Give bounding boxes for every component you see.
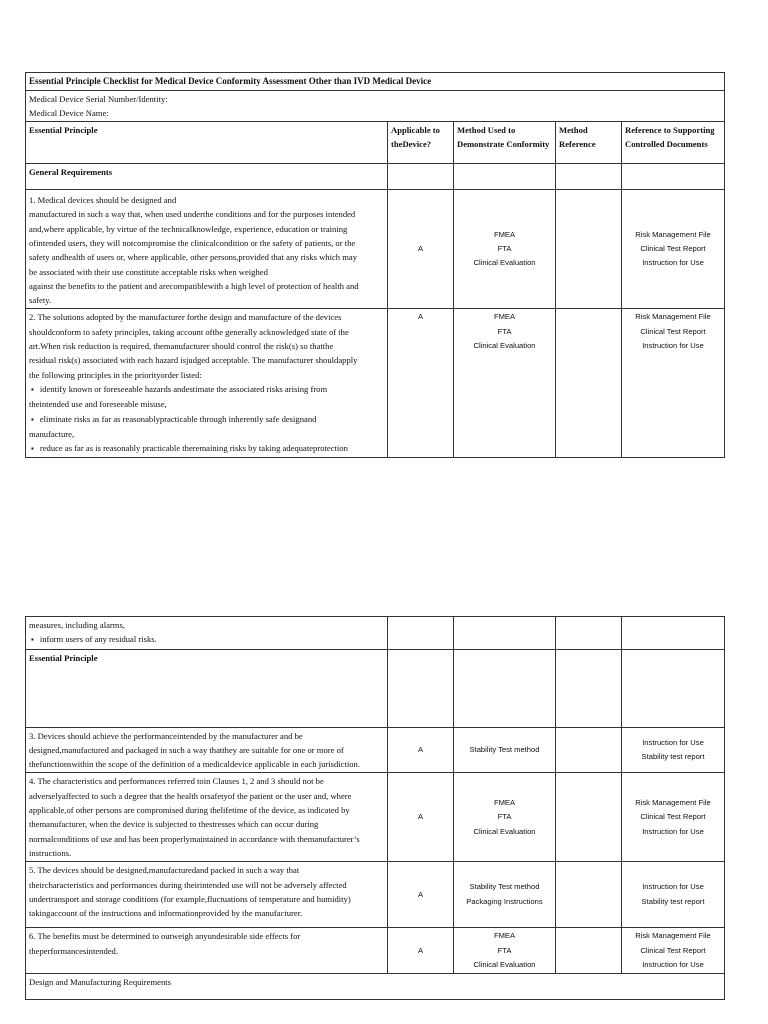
- applicable-value: A: [388, 309, 454, 458]
- reference-list: Risk Management File Clinical Test Report Instruction for Use: [622, 773, 725, 862]
- principle-text: 5. The devices should be designed,manufacturedand packed in such a way that theircharacteristics and performances during theirintended use will not be adversely affected undertransport and storage conditions (for example,fluctuations of temperature and humidity) takingaccount of the instructions and informationprovided by the manufacturer.: [26, 862, 388, 928]
- principle-text: 4. The characteristics and performances referred toin Clauses 1, 2 and 3 should not be adverselyaffected to such a degree that the health orsafetyof the patient or the user and, where applicable,of other persons are compromised during thelifetime of the device, as indicated by themanufacturer, when the device is subjected to thestresses which can occur during normalconditions of use and has been properlymaintained in accordance with themanufacturer’s instructions.: [26, 773, 388, 862]
- table-row: [26, 309, 725, 458]
- applicable-value: A: [388, 928, 454, 974]
- bullet-item: ▪ eliminate risks as far as reasonablypracticable through inherently safe designand: [29, 412, 384, 427]
- method-list: Stability Test method: [454, 727, 556, 773]
- method-reference-cell: [556, 309, 622, 458]
- serial-number-label: Medical Device Serial Number/Identity:: [29, 93, 168, 104]
- header-method-reference: Method Reference: [556, 122, 622, 164]
- method-reference-cell: [556, 773, 622, 862]
- reference-list: Instruction for Use Stability test report: [622, 727, 725, 773]
- reference-list: Risk Management File Clinical Test Report Instruction for Use: [622, 309, 725, 458]
- document-title: Essential Principle Checklist for Medical Device Conformity Assessment Other than IVD Medical Device: [26, 73, 725, 91]
- table-row: [26, 617, 725, 650]
- section-row-essential-principle: [26, 649, 725, 727]
- checklist-table-page-1: [25, 72, 725, 458]
- method-reference-cell: [556, 862, 622, 928]
- principle-text: 3. Devices should achieve the performanceintended by the manufacturer and be designed,manufactured and packaged in such a way thatthey are suitable for one or more of thefunctionswithin the scope of the definition of a medicaldevice applicable in each jurisdiction.: [26, 727, 388, 773]
- bullet-item: ▪ inform users of any residual risks.: [29, 632, 384, 647]
- method-reference-cell: [556, 928, 622, 974]
- section-design-manufacturing: Design and Manufacturing Requirements: [26, 974, 725, 1000]
- applicable-value: A: [388, 190, 454, 309]
- bullet-item: ▪ identify known or foreseeable hazards andestimate the associated risks arising from: [29, 382, 384, 397]
- method-list: FMEA FTA Clinical Evaluation: [454, 928, 556, 974]
- device-name-label: Medical Device Name:: [29, 107, 109, 118]
- reference-list: Risk Management File Clinical Test Report Instruction for Use: [622, 928, 725, 974]
- checklist-table-page-2: [25, 616, 725, 1000]
- reference-list: Risk Management File Clinical Test Report Instruction for Use: [622, 190, 725, 309]
- section-general-requirements: General Requirements: [26, 164, 388, 190]
- table-row: [26, 773, 725, 862]
- method-list: FMEA FTA Clinical Evaluation: [454, 190, 556, 309]
- header-reference-documents: Reference to Supporting Controlled Documents: [622, 122, 725, 164]
- table-row: [26, 727, 725, 773]
- header-essential-principle: Essential Principle: [26, 122, 388, 164]
- bullet-item: ▪ reduce as far as is reasonably practicable theremaining risks by taking adequateprotection: [29, 441, 384, 456]
- table-row: [26, 862, 725, 928]
- method-list: FMEA FTA Clinical Evaluation: [454, 309, 556, 458]
- section-row-design: [26, 974, 725, 1000]
- method-list: Stability Test method Packaging Instructions: [454, 862, 556, 928]
- applicable-value: A: [388, 773, 454, 862]
- table-row: [26, 928, 725, 974]
- header-method-used: Method Used to Demonstrate Conformity: [454, 122, 556, 164]
- principle-text-continued: measures, including alarms, ▪ inform users of any residual risks.: [26, 617, 388, 650]
- table-row: [26, 190, 725, 309]
- column-header-row: [26, 122, 725, 164]
- method-reference-cell: [556, 727, 622, 773]
- principle-text: 2. The solutions adopted by the manufacturer forthe design and manufacture of the devices shouldconform to safety principles, taking account ofthe generally acknowledged state of the art.When risk reduction is required, themanufacturer should control the risk(s) so thatthe residual risk(s) associated with each hazard isjudged acceptable. The manufacturer shouldapply the following principles in the priorityorder listed: ▪ identify known or foreseeable hazards andestimate the associated risks arising from theintended use and foreseeable misuse, ▪ eliminate risks as far as reasonablypracticable through inherently safe designand manufacture, ▪ reduce as far as is reasonably practicable theremaining risks by taking adequateprotection: [26, 309, 388, 458]
- method-list: FMEA FTA Clinical Evaluation: [454, 773, 556, 862]
- principle-text: 6. The benefits must be determined to outweigh anyundesirable side effects for theperformancesintended.: [26, 928, 388, 974]
- header-applicable: Applicable to theDevice?: [388, 122, 454, 164]
- method-reference-cell: [556, 190, 622, 309]
- applicable-value: A: [388, 862, 454, 928]
- principle-text: 1. Medical devices should be designed and manufactured in such a way that, when used underthe conditions and for the purposes intended and,where applicable, by virtue of the technicalknowledge, experience, education or training ofintended users, they will notcompromise the clinicalcondition or the safety of patients, or the safety andhealth of users or, where applicable, other persons,provided that any risks which may be associated with their use constitute acceptable risks when weighed against the benefits to the patient and arecompatiblewith a high level of protection of health and safety.: [26, 190, 388, 309]
- section-row-general: [26, 164, 725, 190]
- device-info-cell: [26, 90, 725, 122]
- applicable-value: A: [388, 727, 454, 773]
- reference-list: Instruction for Use Stability test report: [622, 862, 725, 928]
- section-essential-principle: Essential Principle: [26, 649, 388, 727]
